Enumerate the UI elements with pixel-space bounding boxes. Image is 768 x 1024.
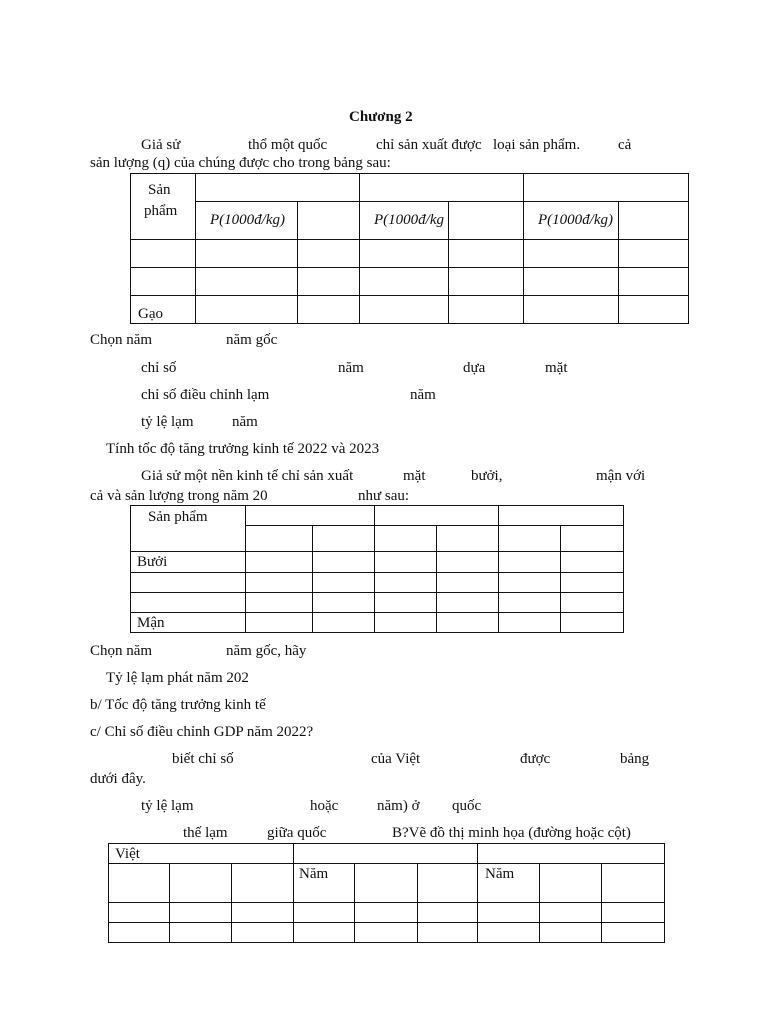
q1-item: chỉ số điều chỉnh lạm bbox=[141, 387, 270, 403]
q1-item: năm bbox=[338, 360, 364, 376]
country-table bbox=[108, 843, 665, 943]
p3-text: biết chỉ số bbox=[172, 751, 234, 767]
p2-text: cả và sản lượng trong năm 20 bbox=[90, 488, 268, 504]
table1-header-label: Sản bbox=[148, 182, 171, 198]
q1-item: năm bbox=[410, 387, 436, 403]
q1-item: chỉ số bbox=[141, 360, 177, 376]
q1-intro: năm gốc bbox=[226, 332, 278, 348]
p2-text: như sau: bbox=[358, 488, 410, 504]
p3-text: tỷ lệ lạm bbox=[141, 798, 194, 814]
product-table-1 bbox=[130, 173, 689, 324]
q1-item: Tính tốc độ tăng trưởng kinh tế 2022 và 2023 bbox=[106, 441, 380, 457]
p1-text: chỉ sản xuất được bbox=[376, 137, 482, 153]
p1-text: Giả sử bbox=[141, 137, 181, 153]
p2-text: bưởi, bbox=[471, 468, 503, 484]
table1-row-label: Gạo bbox=[138, 306, 163, 322]
p3-text: được bbox=[520, 751, 551, 767]
p3-text: thế lạm bbox=[183, 825, 228, 841]
p1-text: cả bbox=[618, 137, 632, 153]
p1-text: loại sản phẩm. bbox=[493, 137, 581, 153]
price-header: P(1000đ/kg bbox=[374, 212, 444, 228]
q1-item: dựa bbox=[463, 360, 486, 376]
q2-item: c/ Chỉ số điều chỉnh GDP năm 2022? bbox=[90, 724, 314, 740]
p2-text: Giả sử một nền kinh tế chỉ sản xuất bbox=[141, 468, 354, 484]
p2-text: mặt bbox=[403, 468, 426, 484]
q2-item: b/ Tốc độ tăng trưởng kinh tế bbox=[90, 697, 266, 713]
q1-item: tỷ lệ lạm bbox=[141, 414, 194, 430]
price-header: P(1000đ/kg) bbox=[538, 212, 613, 228]
p3-text: của Việt bbox=[371, 751, 421, 767]
table2-row-label: Mận bbox=[137, 615, 165, 631]
q1-item: mặt bbox=[545, 360, 568, 376]
page-title: Chương 2 bbox=[349, 109, 413, 125]
p3-text: B?Vẽ đồ thị minh họa (đường hoặc cột) bbox=[392, 825, 631, 841]
table1-header-label: phẩm bbox=[144, 203, 178, 219]
p1-text: sản lượng (q) của chúng được cho trong bảng sau: bbox=[90, 155, 391, 171]
q2-item: Tỷ lệ lạm phát năm 202 bbox=[106, 670, 249, 686]
q2-intro: năm gốc, hãy bbox=[226, 643, 307, 659]
q2-intro: Chọn năm bbox=[90, 643, 153, 659]
q1-intro: Chọn năm bbox=[90, 332, 153, 348]
p3-text: năm) ở bbox=[377, 798, 420, 814]
year-label: Năm bbox=[299, 866, 329, 882]
p1-text: thổ một quốc bbox=[248, 137, 328, 153]
p3-text: dưới đây. bbox=[90, 771, 146, 787]
q1-item: năm bbox=[232, 414, 258, 430]
table1-header-cell bbox=[131, 174, 196, 240]
p3-text: quốc bbox=[452, 798, 482, 814]
p2-text: mận với bbox=[596, 468, 646, 484]
table2-header-label: Sản phẩm bbox=[148, 509, 208, 525]
p3-text: giữa quốc bbox=[267, 825, 327, 841]
table3-header-label: Việt bbox=[115, 846, 140, 862]
p3-text: hoặc bbox=[310, 798, 339, 814]
p3-text: bảng bbox=[620, 751, 650, 767]
price-header: P(1000đ/kg) bbox=[210, 212, 285, 228]
year-label: Năm bbox=[485, 866, 515, 882]
product-table-2 bbox=[130, 505, 624, 633]
table2-row-label: Bưởi bbox=[137, 554, 168, 570]
